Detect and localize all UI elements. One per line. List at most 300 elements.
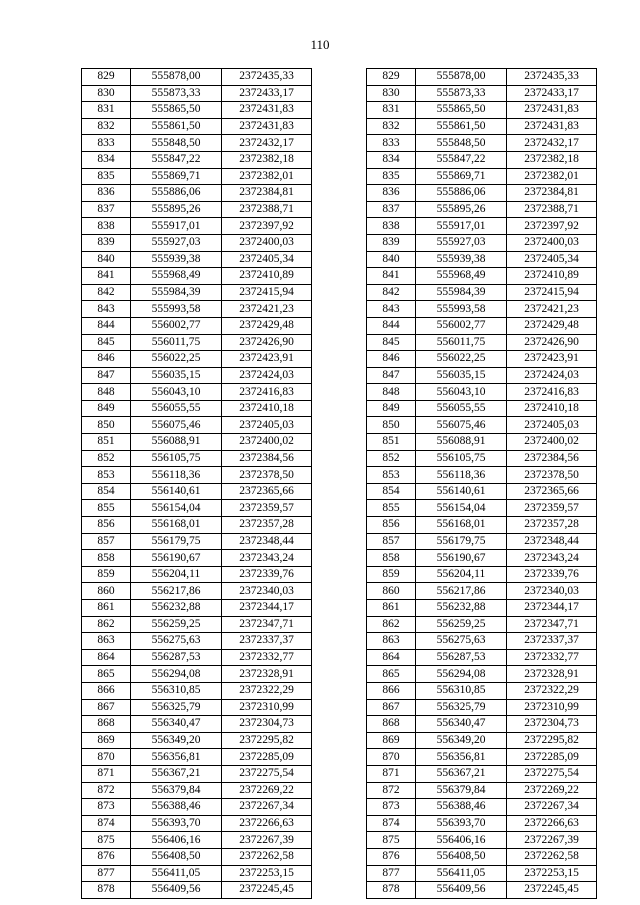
- left-y-coordinate-cell: 2372304,73: [222, 716, 312, 733]
- right-y-coordinate-cell: 2372347,71: [507, 616, 597, 633]
- right-y-coordinate-cell: 2372322,29: [507, 682, 597, 699]
- right-point-number-cell: 869: [367, 732, 416, 749]
- table-row: [82, 85, 597, 102]
- right-y-coordinate-cell: 2372424,03: [507, 367, 597, 384]
- right-point-number-cell: 877: [367, 865, 416, 882]
- right-y-coordinate-cell: 2372253,15: [507, 865, 597, 882]
- left-point-number-cell: 859: [82, 566, 131, 583]
- left-y-coordinate-cell: 2372328,91: [222, 666, 312, 683]
- left-y-coordinate-cell: 2372310,99: [222, 699, 312, 716]
- table-gap-cell: [312, 135, 367, 152]
- table-gap-cell: [312, 234, 367, 251]
- right-x-coordinate-cell: 556140,61: [416, 483, 507, 500]
- left-x-coordinate-cell: 556340,47: [131, 716, 222, 733]
- table-gap-cell: [312, 533, 367, 550]
- right-y-coordinate-cell: 2372275,54: [507, 765, 597, 782]
- left-x-coordinate-cell: 556011,75: [131, 334, 222, 351]
- left-y-coordinate-cell: 2372435,33: [222, 69, 312, 86]
- left-point-number-cell: 861: [82, 600, 131, 617]
- left-y-coordinate-cell: 2372400,02: [222, 434, 312, 451]
- left-x-coordinate-cell: 555873,33: [131, 85, 222, 102]
- table-gap-cell: [312, 118, 367, 135]
- left-y-coordinate-cell: 2372424,03: [222, 367, 312, 384]
- right-y-coordinate-cell: 2372328,91: [507, 666, 597, 683]
- table-row: [82, 666, 597, 683]
- left-point-number-cell: 868: [82, 716, 131, 733]
- left-y-coordinate-cell: 2372359,57: [222, 500, 312, 517]
- right-y-coordinate-cell: 2372415,94: [507, 284, 597, 301]
- table-row: [82, 533, 597, 550]
- right-point-number-cell: 857: [367, 533, 416, 550]
- table-row: [82, 815, 597, 832]
- left-point-number-cell: 870: [82, 749, 131, 766]
- left-point-number-cell: 846: [82, 351, 131, 368]
- right-point-number-cell: 831: [367, 102, 416, 119]
- table-row: [82, 616, 597, 633]
- right-point-number-cell: 841: [367, 268, 416, 285]
- table-row: [82, 716, 597, 733]
- left-x-coordinate-cell: 555984,39: [131, 284, 222, 301]
- right-y-coordinate-cell: 2372382,18: [507, 151, 597, 168]
- left-point-number-cell: 862: [82, 616, 131, 633]
- left-y-coordinate-cell: 2372416,83: [222, 384, 312, 401]
- right-x-coordinate-cell: 556411,05: [416, 865, 507, 882]
- table-row: [82, 234, 597, 251]
- table-row: [82, 118, 597, 135]
- table-gap-cell: [312, 666, 367, 683]
- right-x-coordinate-cell: 556367,21: [416, 765, 507, 782]
- left-y-coordinate-cell: 2372421,23: [222, 301, 312, 318]
- right-y-coordinate-cell: 2372416,83: [507, 384, 597, 401]
- right-point-number-cell: 870: [367, 749, 416, 766]
- table-gap-cell: [312, 765, 367, 782]
- table-gap-cell: [312, 367, 367, 384]
- right-x-coordinate-cell: 556217,86: [416, 583, 507, 600]
- table-gap-cell: [312, 500, 367, 517]
- left-y-coordinate-cell: 2372332,77: [222, 649, 312, 666]
- left-x-coordinate-cell: 556088,91: [131, 434, 222, 451]
- right-x-coordinate-cell: 555895,26: [416, 201, 507, 218]
- table-row: [82, 151, 597, 168]
- right-x-coordinate-cell: 556055,55: [416, 400, 507, 417]
- right-point-number-cell: 863: [367, 633, 416, 650]
- right-point-number-cell: 829: [367, 69, 416, 86]
- table-row: [82, 566, 597, 583]
- right-point-number-cell: 865: [367, 666, 416, 683]
- table-gap-cell: [312, 882, 367, 899]
- table-gap-cell: [312, 566, 367, 583]
- right-point-number-cell: 834: [367, 151, 416, 168]
- left-x-coordinate-cell: 556204,11: [131, 566, 222, 583]
- left-y-coordinate-cell: 2372337,37: [222, 633, 312, 650]
- left-point-number-cell: 858: [82, 550, 131, 567]
- right-y-coordinate-cell: 2372266,63: [507, 815, 597, 832]
- table-gap-cell: [312, 317, 367, 334]
- table-gap-cell: [312, 865, 367, 882]
- right-point-number-cell: 851: [367, 434, 416, 451]
- right-point-number-cell: 874: [367, 815, 416, 832]
- coordinates-table-body: [82, 69, 597, 899]
- right-y-coordinate-cell: 2372348,44: [507, 533, 597, 550]
- left-point-number-cell: 838: [82, 218, 131, 235]
- table-gap-cell: [312, 600, 367, 617]
- table-row: [82, 450, 597, 467]
- table-row: [82, 284, 597, 301]
- left-y-coordinate-cell: 2372340,03: [222, 583, 312, 600]
- right-y-coordinate-cell: 2372382,01: [507, 168, 597, 185]
- left-point-number-cell: 871: [82, 765, 131, 782]
- right-y-coordinate-cell: 2372378,50: [507, 467, 597, 484]
- left-y-coordinate-cell: 2372344,17: [222, 600, 312, 617]
- right-x-coordinate-cell: 556393,70: [416, 815, 507, 832]
- right-y-coordinate-cell: 2372426,90: [507, 334, 597, 351]
- left-x-coordinate-cell: 556118,36: [131, 467, 222, 484]
- right-y-coordinate-cell: 2372337,37: [507, 633, 597, 650]
- table-row: [82, 301, 597, 318]
- left-y-coordinate-cell: 2372343,24: [222, 550, 312, 567]
- right-y-coordinate-cell: 2372267,39: [507, 832, 597, 849]
- left-point-number-cell: 844: [82, 317, 131, 334]
- right-x-coordinate-cell: 556325,79: [416, 699, 507, 716]
- right-point-number-cell: 832: [367, 118, 416, 135]
- table-gap-cell: [312, 185, 367, 202]
- right-x-coordinate-cell: 556275,63: [416, 633, 507, 650]
- right-x-coordinate-cell: 556349,20: [416, 732, 507, 749]
- right-point-number-cell: 836: [367, 185, 416, 202]
- left-y-coordinate-cell: 2372262,58: [222, 848, 312, 865]
- table-gap-cell: [312, 151, 367, 168]
- right-y-coordinate-cell: 2372405,03: [507, 417, 597, 434]
- table-row: [82, 268, 597, 285]
- left-x-coordinate-cell: 556002,77: [131, 317, 222, 334]
- left-point-number-cell: 865: [82, 666, 131, 683]
- right-y-coordinate-cell: 2372410,89: [507, 268, 597, 285]
- table-gap-cell: [312, 400, 367, 417]
- left-y-coordinate-cell: 2372400,03: [222, 234, 312, 251]
- left-x-coordinate-cell: 556055,55: [131, 400, 222, 417]
- right-x-coordinate-cell: 556168,01: [416, 517, 507, 534]
- right-y-coordinate-cell: 2372359,57: [507, 500, 597, 517]
- left-y-coordinate-cell: 2372245,45: [222, 882, 312, 899]
- left-x-coordinate-cell: 556379,84: [131, 782, 222, 799]
- right-x-coordinate-cell: 556259,25: [416, 616, 507, 633]
- right-point-number-cell: 844: [367, 317, 416, 334]
- right-x-coordinate-cell: 556002,77: [416, 317, 507, 334]
- table-gap-cell: [312, 832, 367, 849]
- table-gap-cell: [312, 649, 367, 666]
- table-gap-cell: [312, 848, 367, 865]
- left-point-number-cell: 835: [82, 168, 131, 185]
- left-x-coordinate-cell: 556325,79: [131, 699, 222, 716]
- left-point-number-cell: 864: [82, 649, 131, 666]
- right-point-number-cell: 860: [367, 583, 416, 600]
- left-y-coordinate-cell: 2372339,76: [222, 566, 312, 583]
- table-row: [82, 865, 597, 882]
- left-x-coordinate-cell: 556035,15: [131, 367, 222, 384]
- left-y-coordinate-cell: 2372253,15: [222, 865, 312, 882]
- table-row: [82, 633, 597, 650]
- right-x-coordinate-cell: 555878,00: [416, 69, 507, 86]
- table-gap-cell: [312, 218, 367, 235]
- right-y-coordinate-cell: 2372365,66: [507, 483, 597, 500]
- left-y-coordinate-cell: 2372322,29: [222, 682, 312, 699]
- right-y-coordinate-cell: 2372304,73: [507, 716, 597, 733]
- right-y-coordinate-cell: 2372410,18: [507, 400, 597, 417]
- table-gap-cell: [312, 483, 367, 500]
- left-x-coordinate-cell: 556168,01: [131, 517, 222, 534]
- table-row: [82, 334, 597, 351]
- left-point-number-cell: 840: [82, 251, 131, 268]
- right-x-coordinate-cell: 555993,58: [416, 301, 507, 318]
- left-point-number-cell: 843: [82, 301, 131, 318]
- left-x-coordinate-cell: 556179,75: [131, 533, 222, 550]
- left-point-number-cell: 860: [82, 583, 131, 600]
- left-x-coordinate-cell: 556075,46: [131, 417, 222, 434]
- left-y-coordinate-cell: 2372410,18: [222, 400, 312, 417]
- right-x-coordinate-cell: 555886,06: [416, 185, 507, 202]
- table-gap-cell: [312, 616, 367, 633]
- right-y-coordinate-cell: 2372388,71: [507, 201, 597, 218]
- right-y-coordinate-cell: 2372400,03: [507, 234, 597, 251]
- left-point-number-cell: 877: [82, 865, 131, 882]
- right-point-number-cell: 839: [367, 234, 416, 251]
- left-y-coordinate-cell: 2372382,18: [222, 151, 312, 168]
- table-gap-cell: [312, 699, 367, 716]
- left-y-coordinate-cell: 2372429,48: [222, 317, 312, 334]
- left-x-coordinate-cell: 556259,25: [131, 616, 222, 633]
- left-x-coordinate-cell: 555847,22: [131, 151, 222, 168]
- table-row: [82, 832, 597, 849]
- right-x-coordinate-cell: 556011,75: [416, 334, 507, 351]
- table-row: [82, 467, 597, 484]
- table-gap-cell: [312, 69, 367, 86]
- right-y-coordinate-cell: 2372340,03: [507, 583, 597, 600]
- left-point-number-cell: 866: [82, 682, 131, 699]
- left-y-coordinate-cell: 2372432,17: [222, 135, 312, 152]
- table-row: [82, 351, 597, 368]
- right-x-coordinate-cell: 556075,46: [416, 417, 507, 434]
- table-row: [82, 882, 597, 899]
- table-gap-cell: [312, 749, 367, 766]
- left-point-number-cell: 845: [82, 334, 131, 351]
- left-y-coordinate-cell: 2372285,09: [222, 749, 312, 766]
- left-x-coordinate-cell: 555861,50: [131, 118, 222, 135]
- right-y-coordinate-cell: 2372339,76: [507, 566, 597, 583]
- table-row: [82, 251, 597, 268]
- left-y-coordinate-cell: 2372348,44: [222, 533, 312, 550]
- table-row: [82, 218, 597, 235]
- left-point-number-cell: 873: [82, 799, 131, 816]
- table-gap-cell: [312, 467, 367, 484]
- left-x-coordinate-cell: 555939,38: [131, 251, 222, 268]
- left-y-coordinate-cell: 2372433,17: [222, 85, 312, 102]
- right-x-coordinate-cell: 555984,39: [416, 284, 507, 301]
- left-x-coordinate-cell: 555869,71: [131, 168, 222, 185]
- table-gap-cell: [312, 251, 367, 268]
- left-x-coordinate-cell: 556043,10: [131, 384, 222, 401]
- table-gap-cell: [312, 284, 367, 301]
- right-y-coordinate-cell: 2372432,17: [507, 135, 597, 152]
- right-x-coordinate-cell: 556232,88: [416, 600, 507, 617]
- left-x-coordinate-cell: 555865,50: [131, 102, 222, 119]
- right-y-coordinate-cell: 2372357,28: [507, 517, 597, 534]
- table-row: [82, 649, 597, 666]
- table-row: [82, 434, 597, 451]
- left-x-coordinate-cell: 556406,16: [131, 832, 222, 849]
- table-gap-cell: [312, 583, 367, 600]
- left-y-coordinate-cell: 2372378,50: [222, 467, 312, 484]
- left-y-coordinate-cell: 2372388,71: [222, 201, 312, 218]
- table-row: [82, 765, 597, 782]
- left-x-coordinate-cell: 556409,56: [131, 882, 222, 899]
- right-x-coordinate-cell: 555869,71: [416, 168, 507, 185]
- left-y-coordinate-cell: 2372365,66: [222, 483, 312, 500]
- right-point-number-cell: 850: [367, 417, 416, 434]
- table-gap-cell: [312, 450, 367, 467]
- left-x-coordinate-cell: 556408,50: [131, 848, 222, 865]
- right-point-number-cell: 853: [367, 467, 416, 484]
- left-point-number-cell: 875: [82, 832, 131, 849]
- left-point-number-cell: 829: [82, 69, 131, 86]
- right-y-coordinate-cell: 2372267,34: [507, 799, 597, 816]
- table-row: [82, 384, 597, 401]
- right-point-number-cell: 872: [367, 782, 416, 799]
- table-row: [82, 682, 597, 699]
- right-point-number-cell: 878: [367, 882, 416, 899]
- table-row: [82, 799, 597, 816]
- right-point-number-cell: 873: [367, 799, 416, 816]
- right-point-number-cell: 847: [367, 367, 416, 384]
- right-y-coordinate-cell: 2372400,02: [507, 434, 597, 451]
- table-row: [82, 417, 597, 434]
- left-point-number-cell: 863: [82, 633, 131, 650]
- left-y-coordinate-cell: 2372384,81: [222, 185, 312, 202]
- right-x-coordinate-cell: 556294,08: [416, 666, 507, 683]
- left-point-number-cell: 869: [82, 732, 131, 749]
- right-point-number-cell: 867: [367, 699, 416, 716]
- left-y-coordinate-cell: 2372384,56: [222, 450, 312, 467]
- left-x-coordinate-cell: 556154,04: [131, 500, 222, 517]
- table-row: [82, 732, 597, 749]
- right-point-number-cell: 846: [367, 351, 416, 368]
- left-y-coordinate-cell: 2372295,82: [222, 732, 312, 749]
- left-x-coordinate-cell: 556275,63: [131, 633, 222, 650]
- table-row: [82, 400, 597, 417]
- table-row: [82, 749, 597, 766]
- right-y-coordinate-cell: 2372384,56: [507, 450, 597, 467]
- left-point-number-cell: 836: [82, 185, 131, 202]
- right-point-number-cell: 837: [367, 201, 416, 218]
- left-point-number-cell: 853: [82, 467, 131, 484]
- left-y-coordinate-cell: 2372397,92: [222, 218, 312, 235]
- right-point-number-cell: 861: [367, 600, 416, 617]
- right-y-coordinate-cell: 2372435,33: [507, 69, 597, 86]
- right-x-coordinate-cell: 556179,75: [416, 533, 507, 550]
- left-point-number-cell: 848: [82, 384, 131, 401]
- right-y-coordinate-cell: 2372405,34: [507, 251, 597, 268]
- right-point-number-cell: 852: [367, 450, 416, 467]
- table-gap-cell: [312, 102, 367, 119]
- left-point-number-cell: 832: [82, 118, 131, 135]
- left-x-coordinate-cell: 556388,46: [131, 799, 222, 816]
- left-point-number-cell: 878: [82, 882, 131, 899]
- right-point-number-cell: 838: [367, 218, 416, 235]
- right-x-coordinate-cell: 556287,53: [416, 649, 507, 666]
- right-x-coordinate-cell: 556356,81: [416, 749, 507, 766]
- right-y-coordinate-cell: 2372423,91: [507, 351, 597, 368]
- left-x-coordinate-cell: 556294,08: [131, 666, 222, 683]
- left-point-number-cell: 876: [82, 848, 131, 865]
- left-point-number-cell: 842: [82, 284, 131, 301]
- coordinates-table: [81, 68, 597, 899]
- table-row: [82, 600, 597, 617]
- left-x-coordinate-cell: 556022,25: [131, 351, 222, 368]
- right-x-coordinate-cell: 556310,85: [416, 682, 507, 699]
- left-point-number-cell: 867: [82, 699, 131, 716]
- right-point-number-cell: 845: [367, 334, 416, 351]
- left-point-number-cell: 849: [82, 400, 131, 417]
- left-y-coordinate-cell: 2372357,28: [222, 517, 312, 534]
- table-row: [82, 848, 597, 865]
- table-gap-cell: [312, 351, 367, 368]
- left-y-coordinate-cell: 2372405,03: [222, 417, 312, 434]
- table-gap-cell: [312, 334, 367, 351]
- right-x-coordinate-cell: 556105,75: [416, 450, 507, 467]
- right-point-number-cell: 871: [367, 765, 416, 782]
- left-point-number-cell: 834: [82, 151, 131, 168]
- table-row: [82, 517, 597, 534]
- table-gap-cell: [312, 268, 367, 285]
- right-y-coordinate-cell: 2372332,77: [507, 649, 597, 666]
- right-x-coordinate-cell: 555927,03: [416, 234, 507, 251]
- right-point-number-cell: 862: [367, 616, 416, 633]
- right-y-coordinate-cell: 2372245,45: [507, 882, 597, 899]
- table-gap-cell: [312, 434, 367, 451]
- left-x-coordinate-cell: 556105,75: [131, 450, 222, 467]
- right-point-number-cell: 848: [367, 384, 416, 401]
- right-y-coordinate-cell: 2372431,83: [507, 102, 597, 119]
- left-point-number-cell: 839: [82, 234, 131, 251]
- right-point-number-cell: 858: [367, 550, 416, 567]
- right-x-coordinate-cell: 556204,11: [416, 566, 507, 583]
- left-point-number-cell: 856: [82, 517, 131, 534]
- left-y-coordinate-cell: 2372410,89: [222, 268, 312, 285]
- left-x-coordinate-cell: 555993,58: [131, 301, 222, 318]
- right-point-number-cell: 835: [367, 168, 416, 185]
- table-gap-cell: [312, 85, 367, 102]
- table-row: [82, 135, 597, 152]
- right-x-coordinate-cell: 556022,25: [416, 351, 507, 368]
- left-x-coordinate-cell: 555968,49: [131, 268, 222, 285]
- left-y-coordinate-cell: 2372267,39: [222, 832, 312, 849]
- right-x-coordinate-cell: 556406,16: [416, 832, 507, 849]
- table-gap-cell: [312, 782, 367, 799]
- left-y-coordinate-cell: 2372267,34: [222, 799, 312, 816]
- left-x-coordinate-cell: 556356,81: [131, 749, 222, 766]
- right-y-coordinate-cell: 2372295,82: [507, 732, 597, 749]
- right-y-coordinate-cell: 2372344,17: [507, 600, 597, 617]
- left-x-coordinate-cell: 556217,86: [131, 583, 222, 600]
- right-point-number-cell: 876: [367, 848, 416, 865]
- right-x-coordinate-cell: 555847,22: [416, 151, 507, 168]
- right-y-coordinate-cell: 2372429,48: [507, 317, 597, 334]
- table-row: [82, 550, 597, 567]
- left-point-number-cell: 851: [82, 434, 131, 451]
- right-y-coordinate-cell: 2372431,83: [507, 118, 597, 135]
- right-x-coordinate-cell: 555873,33: [416, 85, 507, 102]
- table-gap-cell: [312, 201, 367, 218]
- table-row: [82, 69, 597, 86]
